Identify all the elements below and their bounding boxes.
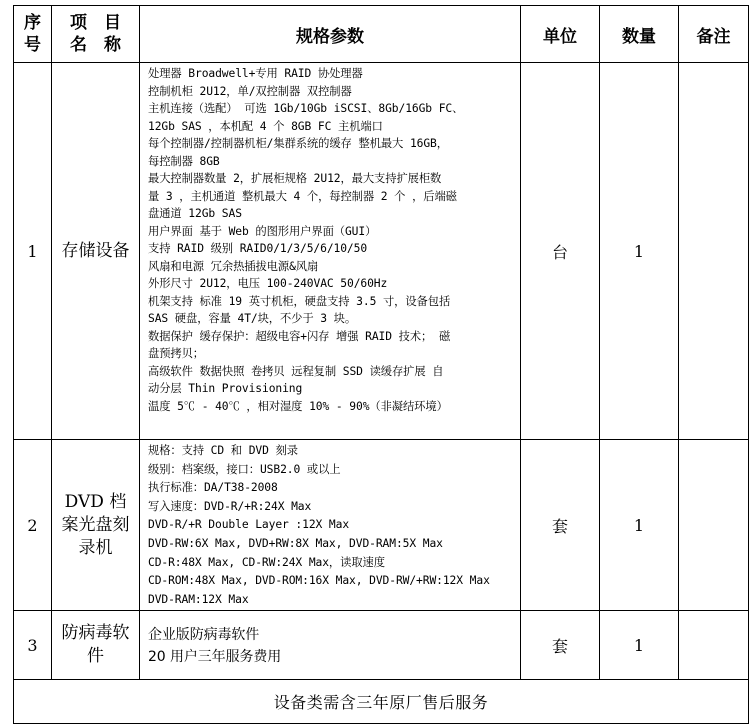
spec-line: CD-R:48X Max, CD-RW:24X Max，读取速度	[148, 555, 385, 569]
table-row	[14, 63, 749, 440]
row-item-name: 存储设备	[52, 63, 140, 440]
row-note	[679, 63, 749, 440]
spec-line: 风扇和电源 冗余热插拔电源&风扇	[148, 259, 319, 273]
row-spec	[140, 440, 521, 611]
row-item-name: DVD 档案光盘刻录机	[52, 440, 140, 611]
spec-line: 数据保护 缓存保护：超级电容+闪存 增强 RAID 技术； 磁	[148, 329, 451, 343]
header-spec: 规格参数	[140, 6, 521, 63]
header-item-line-2: 名 称	[70, 35, 121, 55]
spec-line: 量 3 ，主机通道 整机最大 4 个，每控制器 2 个 ，后端磁	[148, 189, 457, 203]
spec-line: 执行标准：DA/T38-2008	[148, 481, 278, 495]
table-row	[14, 440, 749, 611]
row-seq: 3	[14, 611, 52, 680]
spec-line: 每控制器 8GB	[148, 154, 220, 168]
spec-line: 主机连接（选配） 可选 1Gb/10Gb iSCSI、8Gb/16Gb FC、	[148, 102, 464, 115]
spec-line: DVD-R/+R Double Layer :12X Max	[148, 518, 350, 532]
header-item-line-1: 项 目	[70, 13, 121, 33]
header-qty: 数量	[600, 6, 679, 63]
row-qty: 1	[600, 611, 679, 680]
spec-line: 外形尺寸 2U12，电压 100-240VAC 50/60Hz	[148, 277, 388, 290]
row-qty: 1	[600, 440, 679, 611]
header-row	[14, 6, 749, 63]
spec-line: 级别：档案级，接口：USB2.0 或以上	[148, 462, 341, 476]
spec-line: CD-ROM:48X Max, DVD-ROM:16X Max, DVD-RW/+RW:12X Max	[148, 574, 490, 588]
row-note	[679, 611, 749, 680]
spec-line: DVD-RAM:12X Max	[148, 592, 249, 606]
table-row	[14, 611, 749, 680]
row-unit: 台	[521, 63, 600, 440]
header-seq-line-2: 号	[24, 35, 41, 55]
spec-line: 用户界面 基于 Web 的图形用户界面（GUI）	[148, 224, 377, 238]
spec-line: 温度 5℃ - 40℃ ，相对湿度 10% - 90%（非凝结环境）	[148, 399, 448, 413]
row-qty: 1	[600, 63, 679, 440]
spec-line: 20 用户三年服务费用	[148, 649, 282, 665]
spec-line: 写入速度：DVD-R/+R:24X Max	[148, 499, 312, 513]
row-unit: 套	[521, 440, 600, 611]
spec-line: 控制机柜 2U12，单/双控制器 双控制器	[148, 84, 352, 98]
row-unit: 套	[521, 611, 600, 680]
row-note	[679, 440, 749, 611]
spec-line: 高级软件 数据快照 卷拷贝 远程复制 SSD 读缓存扩展 自	[148, 364, 444, 378]
spec-line: 处理器 Broadwell+专用 RAID 协处理器	[148, 67, 363, 80]
header-seq	[14, 6, 52, 63]
footer-row	[14, 680, 749, 724]
spec-line: 支持 RAID 级别 RAID0/1/3/5/6/10/50	[148, 242, 368, 255]
row-seq: 2	[14, 440, 52, 611]
footer-note: 设备类需含三年原厂售后服务	[14, 680, 749, 724]
spec-line: DVD-RW:6X Max, DVD+RW:8X Max, DVD-RAM:5X Max	[148, 536, 443, 550]
spec-line: 盘预拷贝；	[148, 347, 204, 360]
spec-line: 最大控制器数量 2，扩展柜规格 2U12，最大支持扩展柜数	[148, 172, 442, 185]
spec-line: 动分层 Thin Provisioning	[148, 382, 303, 395]
spec-line: SAS 硬盘，容量 4T/块，不少于 3 块。	[148, 312, 357, 325]
row-spec	[140, 611, 521, 680]
spec-line: 12Gb SAS ，本机配 4 个 8GB FC 主机端口	[148, 119, 383, 133]
spec-line: 机架支持 标准 19 英寸机柜，硬盘支持 3.5 寸，设备包括	[148, 294, 451, 308]
spec-line: 盘通道 12Gb SAS	[148, 207, 242, 220]
row-seq: 1	[14, 63, 52, 440]
row-spec	[140, 63, 521, 440]
header-item-name	[52, 6, 140, 63]
header-unit: 单位	[521, 6, 600, 63]
header-seq-line-1: 序	[24, 13, 41, 33]
spec-line: 企业版防病毒软件	[148, 627, 260, 643]
spec-line: 规格：支持 CD 和 DVD 刻录	[148, 444, 298, 457]
row-item-name: 防病毒软件	[52, 611, 140, 680]
spec-line: 每个控制器/控制器机柜/集群系统的缓存 整机最大 16GB，	[148, 137, 448, 150]
header-note: 备注	[679, 6, 749, 63]
equipment-spec-table	[13, 5, 749, 724]
